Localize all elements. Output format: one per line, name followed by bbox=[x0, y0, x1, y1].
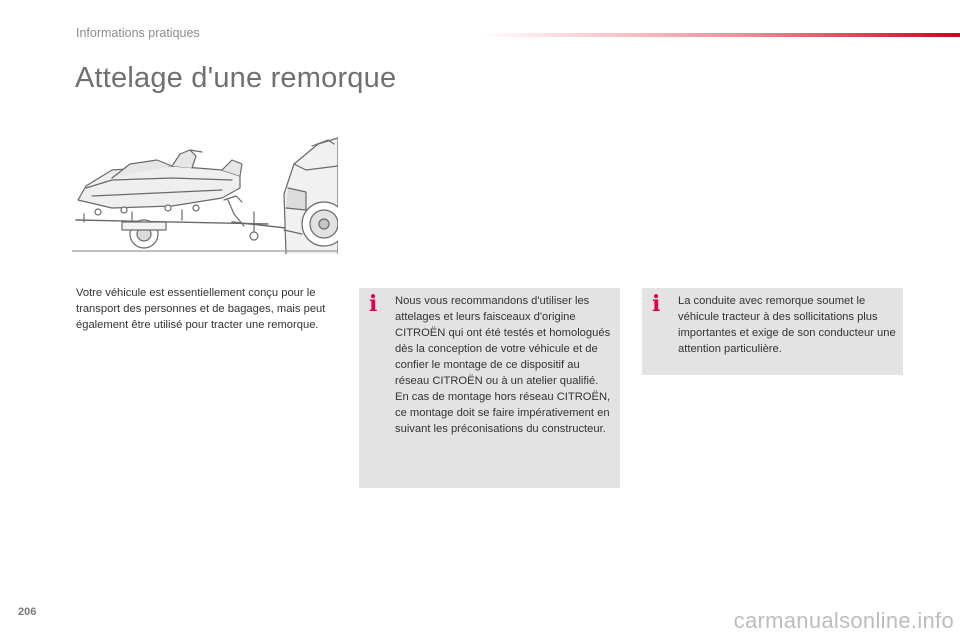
info-text bbox=[678, 293, 898, 357]
info-paragraph: En cas de montage hors réseau CITROËN, ce montage doit se faire impérativement en suivant les préconisations du constructeur. bbox=[395, 391, 611, 435]
info-paragraph: La conduite avec remorque soumet le véhicule tracteur à des sollicitations plus importantes et exige de son conducteur une attention particulière. bbox=[678, 295, 896, 355]
info-text bbox=[395, 293, 615, 437]
info-box-recommendation bbox=[359, 288, 620, 488]
section-label: Informations pratiques bbox=[76, 26, 200, 40]
info-icon: i bbox=[369, 291, 378, 317]
info-box-driving bbox=[642, 288, 903, 375]
watermark: carmanualsonline.info bbox=[733, 608, 954, 633]
page-number: 206 bbox=[18, 606, 37, 618]
page-title: Attelage d'une remorque bbox=[75, 62, 397, 94]
intro-paragraph: Votre véhicule est essentiellement conçu pour le transport des personnes et de bagages, mais peut également être utilisé pour tracter une remorque. bbox=[76, 287, 326, 331]
info-icon: i bbox=[652, 291, 661, 317]
trailer-illustration bbox=[72, 130, 338, 254]
header-accent-bar bbox=[480, 33, 960, 37]
info-paragraph: Nous vous recommandons d'utiliser les attelages et leurs faisceaux d'origine CITROËN qui ont été testés et homologués dès la conception de votre véhicule et de confier le montage de ce dispositif au réseau CITROËN ou à un atelier qualifié. bbox=[395, 295, 611, 387]
jet-ski-trailer-drawing bbox=[72, 130, 338, 254]
